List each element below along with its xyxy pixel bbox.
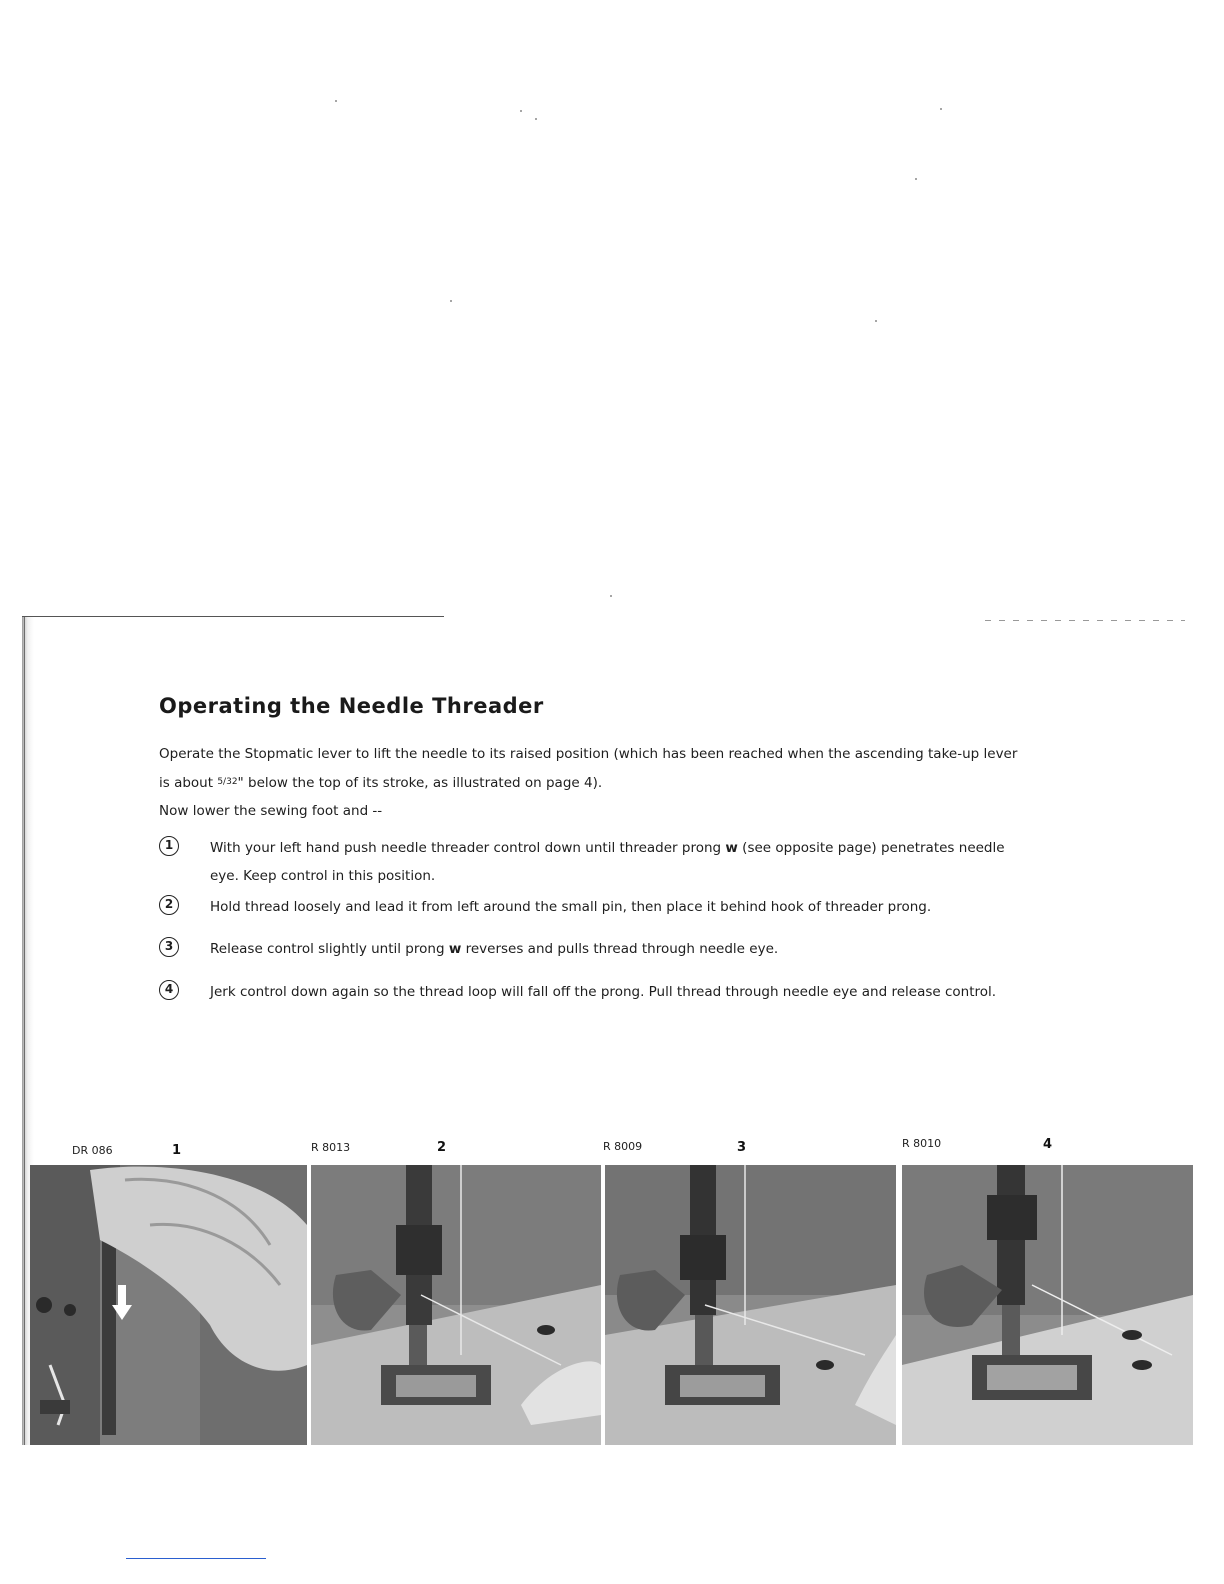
- top-rule: [22, 616, 444, 617]
- photo-2-thread-around-pin: [311, 1165, 601, 1445]
- figure-3-number: 3: [737, 1140, 747, 1155]
- step-number-1: 1: [159, 836, 179, 856]
- page-edge-line: [24, 617, 25, 1445]
- photo-1-hand-on-threader: [30, 1165, 307, 1445]
- step-1-post: (see opposite page) penetrates needle: [742, 840, 1005, 856]
- footer-line: [126, 1558, 266, 1559]
- photo-4-release-control: [902, 1165, 1193, 1445]
- step-text-4: [210, 978, 1090, 1006]
- step-number-2: 2: [159, 895, 179, 915]
- step-text-3: [210, 935, 1090, 963]
- figure-1-number: 1: [172, 1143, 182, 1158]
- step-text-1: [210, 834, 1090, 890]
- step-3-bold: w: [448, 941, 462, 957]
- intro-line-3: Now lower the sewing foot and --: [159, 803, 383, 819]
- figure-2-number: 2: [437, 1140, 447, 1155]
- intro-line-1: Operate the Stopmatic lever to lift the needle to its raised position (which has been reached when the ascending take-up lever: [159, 746, 1018, 762]
- figure-4-number: 4: [1043, 1137, 1053, 1152]
- figure-1-code: DR 086: [72, 1144, 113, 1157]
- photo-3-prong-reverses: [605, 1165, 896, 1445]
- step-3-post: reverses and pulls thread through needle eye.: [465, 941, 779, 957]
- figure-4-code: R 8010: [902, 1137, 942, 1150]
- step-3-pre: Release control slightly until prong: [210, 941, 445, 957]
- step-number-3: 3: [159, 937, 179, 957]
- intro-line-2: [159, 768, 1089, 797]
- page-title: Operating the Needle Threader: [159, 694, 544, 718]
- step-1-bold: w: [725, 840, 738, 856]
- step-text-2: [210, 893, 1090, 921]
- top-rule-faded: [985, 620, 1185, 621]
- intro-line-2-pre: is about: [159, 775, 214, 791]
- figure-2-code: R 8013: [311, 1141, 351, 1154]
- intro-paragraph: [159, 740, 1089, 825]
- intro-line-2-post: " below the top of its stroke, as illustrated on page 4).: [237, 775, 603, 791]
- step-4-line: Jerk control down again so the thread loop will fall off the prong. Pull thread through needle eye and release control.: [210, 984, 997, 1000]
- figure-3-code: R 8009: [603, 1140, 643, 1153]
- step-1-line-2: eye. Keep control in this position.: [210, 868, 436, 884]
- fraction: 5/32: [217, 777, 238, 787]
- step-1-pre: With your left hand push needle threader control down until threader prong: [210, 840, 722, 856]
- step-number-4: 4: [159, 980, 179, 1000]
- step-2-line: Hold thread loosely and lead it from left around the small pin, then place it behind hook of threader prong.: [210, 899, 932, 915]
